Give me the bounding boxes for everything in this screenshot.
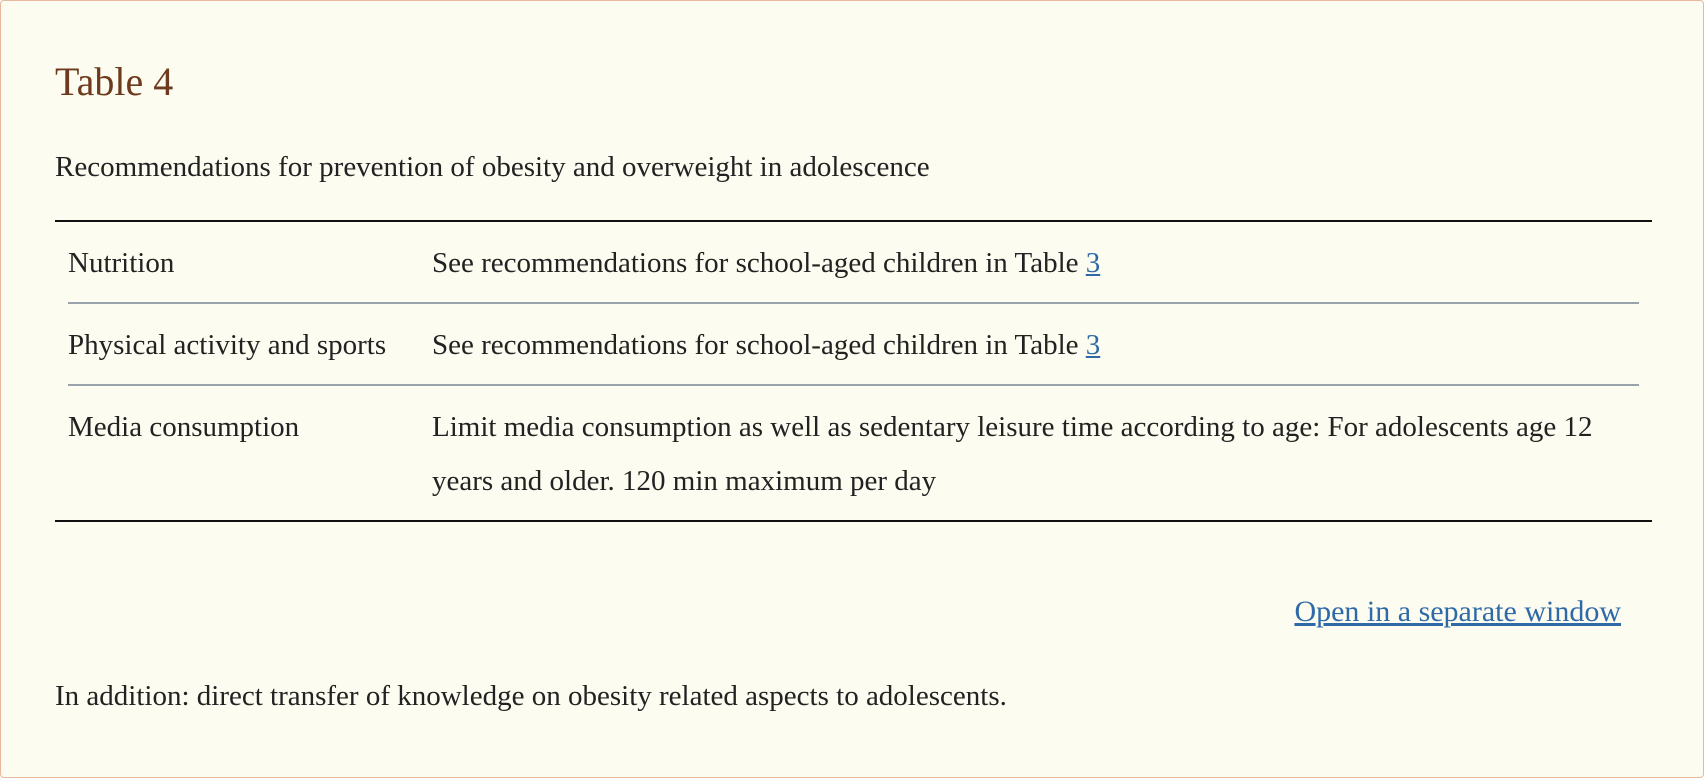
table-3-link[interactable]: 3 bbox=[1085, 247, 1101, 279]
row-label: Physical activity and sports bbox=[68, 329, 387, 361]
row-label: Media consumption bbox=[68, 411, 300, 443]
row-content bbox=[419, 304, 1652, 384]
open-separate-window-link[interactable]: Open in a separate window bbox=[1294, 595, 1621, 628]
table-container bbox=[55, 220, 1652, 522]
table-footnote: In addition: direct transfer of knowledge on obesity related aspects to adolescents. bbox=[55, 680, 1007, 712]
table-row bbox=[55, 386, 1652, 521]
row-content bbox=[419, 221, 1652, 302]
recommendations-table bbox=[55, 220, 1652, 522]
table-row bbox=[55, 221, 1652, 302]
table-caption: Recommendations for prevention of obesity and overweight in adolescence bbox=[55, 151, 930, 183]
row-text: See recommendations for school-aged children in Table bbox=[432, 247, 1079, 279]
row-text: See recommendations for school-aged children in Table bbox=[432, 329, 1079, 361]
row-content: Limit media consumption as well as sedentary leisure time according to age: For adolescents age 12 years and older. 120 min maximum per day bbox=[432, 411, 1593, 497]
table-row bbox=[55, 304, 1652, 384]
table-3-link[interactable]: 3 bbox=[1085, 329, 1101, 361]
table-title: Table 4 bbox=[55, 59, 174, 104]
row-label: Nutrition bbox=[68, 247, 175, 279]
